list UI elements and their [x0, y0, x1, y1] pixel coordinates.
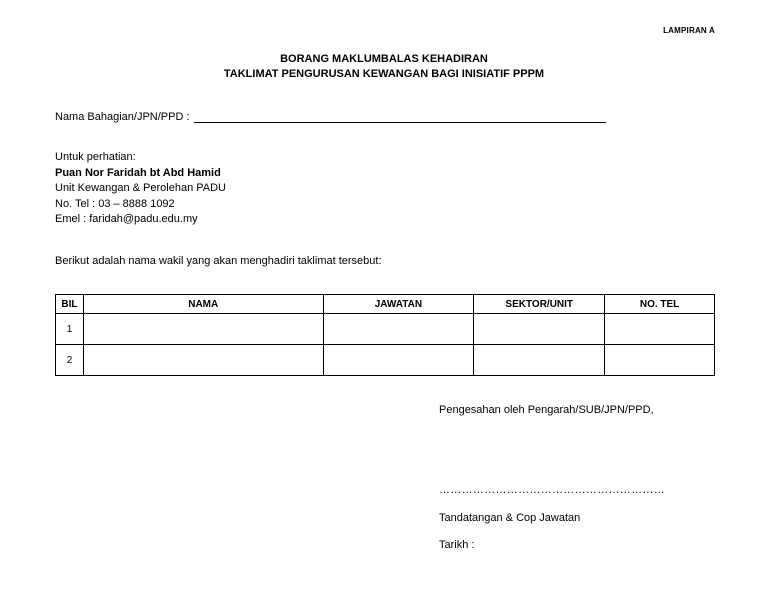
attention-label: Untuk perhatian:: [55, 151, 136, 163]
header-nama: NAMA: [83, 295, 323, 314]
signature-line[interactable]: ……………………………………………………: [439, 484, 665, 496]
tarikh-label: Tarikh :: [439, 539, 475, 551]
header-tel: NO. TEL: [605, 295, 715, 314]
contact-tel: No. Tel : 03 – 8888 1092: [55, 197, 175, 210]
cell-bil: 2: [56, 345, 84, 376]
cell-sektor[interactable]: [474, 314, 605, 345]
cell-jawatan[interactable]: [323, 314, 474, 345]
table-row: [56, 345, 715, 376]
pengesahan-text: Pengesahan oleh Pengarah/SUB/JPN/PPD,: [439, 404, 654, 416]
form-title: BORANG MAKLUMBALAS KEHADIRAN: [280, 53, 488, 65]
table-header-row: [56, 295, 715, 314]
contact-name: Puan Nor Faridah bt Abd Hamid: [55, 166, 221, 179]
cell-nama[interactable]: [83, 314, 323, 345]
contact-email: Emel : faridah@padu.edu.my: [55, 213, 198, 225]
nama-bahagian-label: Nama Bahagian/JPN/PPD :: [55, 111, 190, 123]
form-subtitle: TAKLIMAT PENGURUSAN KEWANGAN BAGI INISIATIF PPPM: [223, 68, 545, 80]
tandatangan-label: Tandatangan & Cop Jawatan: [439, 512, 581, 524]
contact-block: [55, 150, 226, 228]
wakil-table: [55, 294, 715, 376]
table-row: [56, 314, 715, 345]
cell-bil: 1: [56, 314, 84, 345]
header-bil: BIL: [56, 295, 84, 314]
lampiran-label: LAMPIRAN A: [663, 26, 715, 35]
intro-text: Berikut adalah nama wakil yang akan menghadiri taklimat tersebut:: [55, 255, 382, 267]
cell-tel[interactable]: [605, 314, 715, 345]
nama-bahagian-field[interactable]: [194, 110, 606, 123]
header-sektor: SEKTOR/UNIT: [474, 295, 605, 314]
contact-unit: Unit Kewangan & Perolehan PADU: [55, 182, 227, 194]
cell-sektor[interactable]: [474, 345, 605, 376]
cell-tel[interactable]: [605, 345, 715, 376]
nama-bahagian-row: [55, 110, 606, 123]
cell-nama[interactable]: [83, 345, 323, 376]
cell-jawatan[interactable]: [323, 345, 474, 376]
header-jawatan: JAWATAN: [323, 295, 474, 314]
